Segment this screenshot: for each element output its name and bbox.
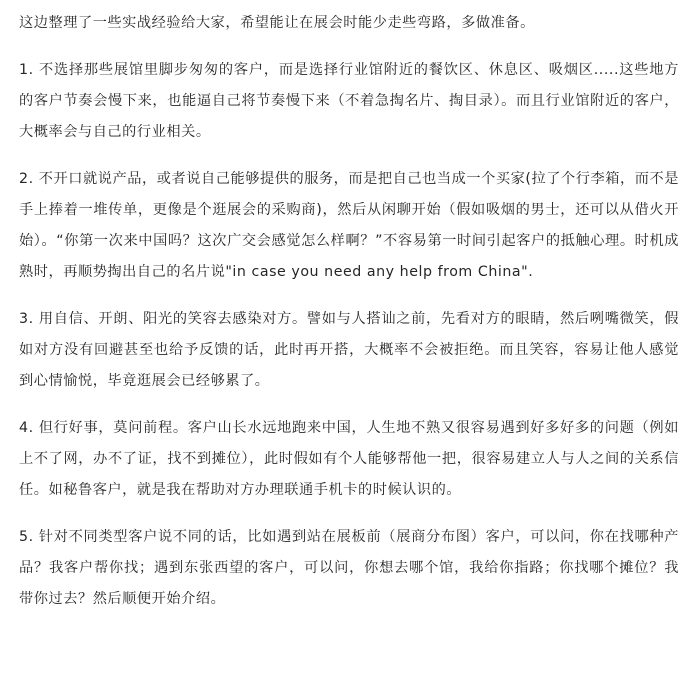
tip-paragraph-1: 1. 不选择那些展馆里脚步匆匆的客户，而是选择行业馆附近的餐饮区、休息区、吸烟区.....这些地方的客户节奏会慢下来，也能逼自己将节奏慢下来（不着急掏名片、掏目录）。而且行业馆附近的客户，大概率会与自己的行业相关。 (19, 62, 679, 140)
tip-paragraph-4: 4. 但行好事，莫问前程。客户山长水远地跑来中国，人生地不熟又很容易遇到好多好多的问题（例如上不了网，办不了证，找不到摊位），此时假如有个人能够帮他一把，很容易建立人与人之间的关系信任。如秘鲁客户，就是我在帮助对方办理联通手机卡的时候认识的。 (19, 420, 679, 498)
tip-paragraph-5: 5. 针对不同类型客户说不同的话，比如遇到站在展板前（展商分布图）客户，可以问，你在找哪种产品？我客户帮你找；遇到东张西望的客户，可以问，你想去哪个馆，我给你指路；你找哪个摊位？我带你过去？然后顺便开始介绍。 (19, 529, 679, 607)
tip-paragraph-3: 3. 用自信、开朗、阳光的笑容去感染对方。譬如与人搭讪之前，先看对方的眼睛，然后咧嘴微笑，假如对方没有回避甚至也给予反馈的话，此时再开搭，大概率不会被拒绝。而且笑容，容易让他人感觉到心情愉悦，毕竟逛展会已经够累了。 (19, 311, 679, 389)
intro-paragraph: 这边整理了一些实战经验给大家，希望能让在展会时能少走些弯路，多做准备。 (19, 15, 535, 31)
tip-paragraph-2: 2. 不开口就说产品，或者说自己能够提供的服务，而是把自己也当成一个买家(拉了个行李箱，而不是手上捧着一堆传单，更像是个逛展会的采购商)，然后从闲聊开始（假如吸烟的男士，还可以从借火开始）。“你第一次来中国吗？这次广交会感觉怎么样啊？”不容易第一时间引起客户的抵触心理。时机成熟时，再顺势掏出自己的名片说"in case you need any help from China". (19, 171, 679, 280)
